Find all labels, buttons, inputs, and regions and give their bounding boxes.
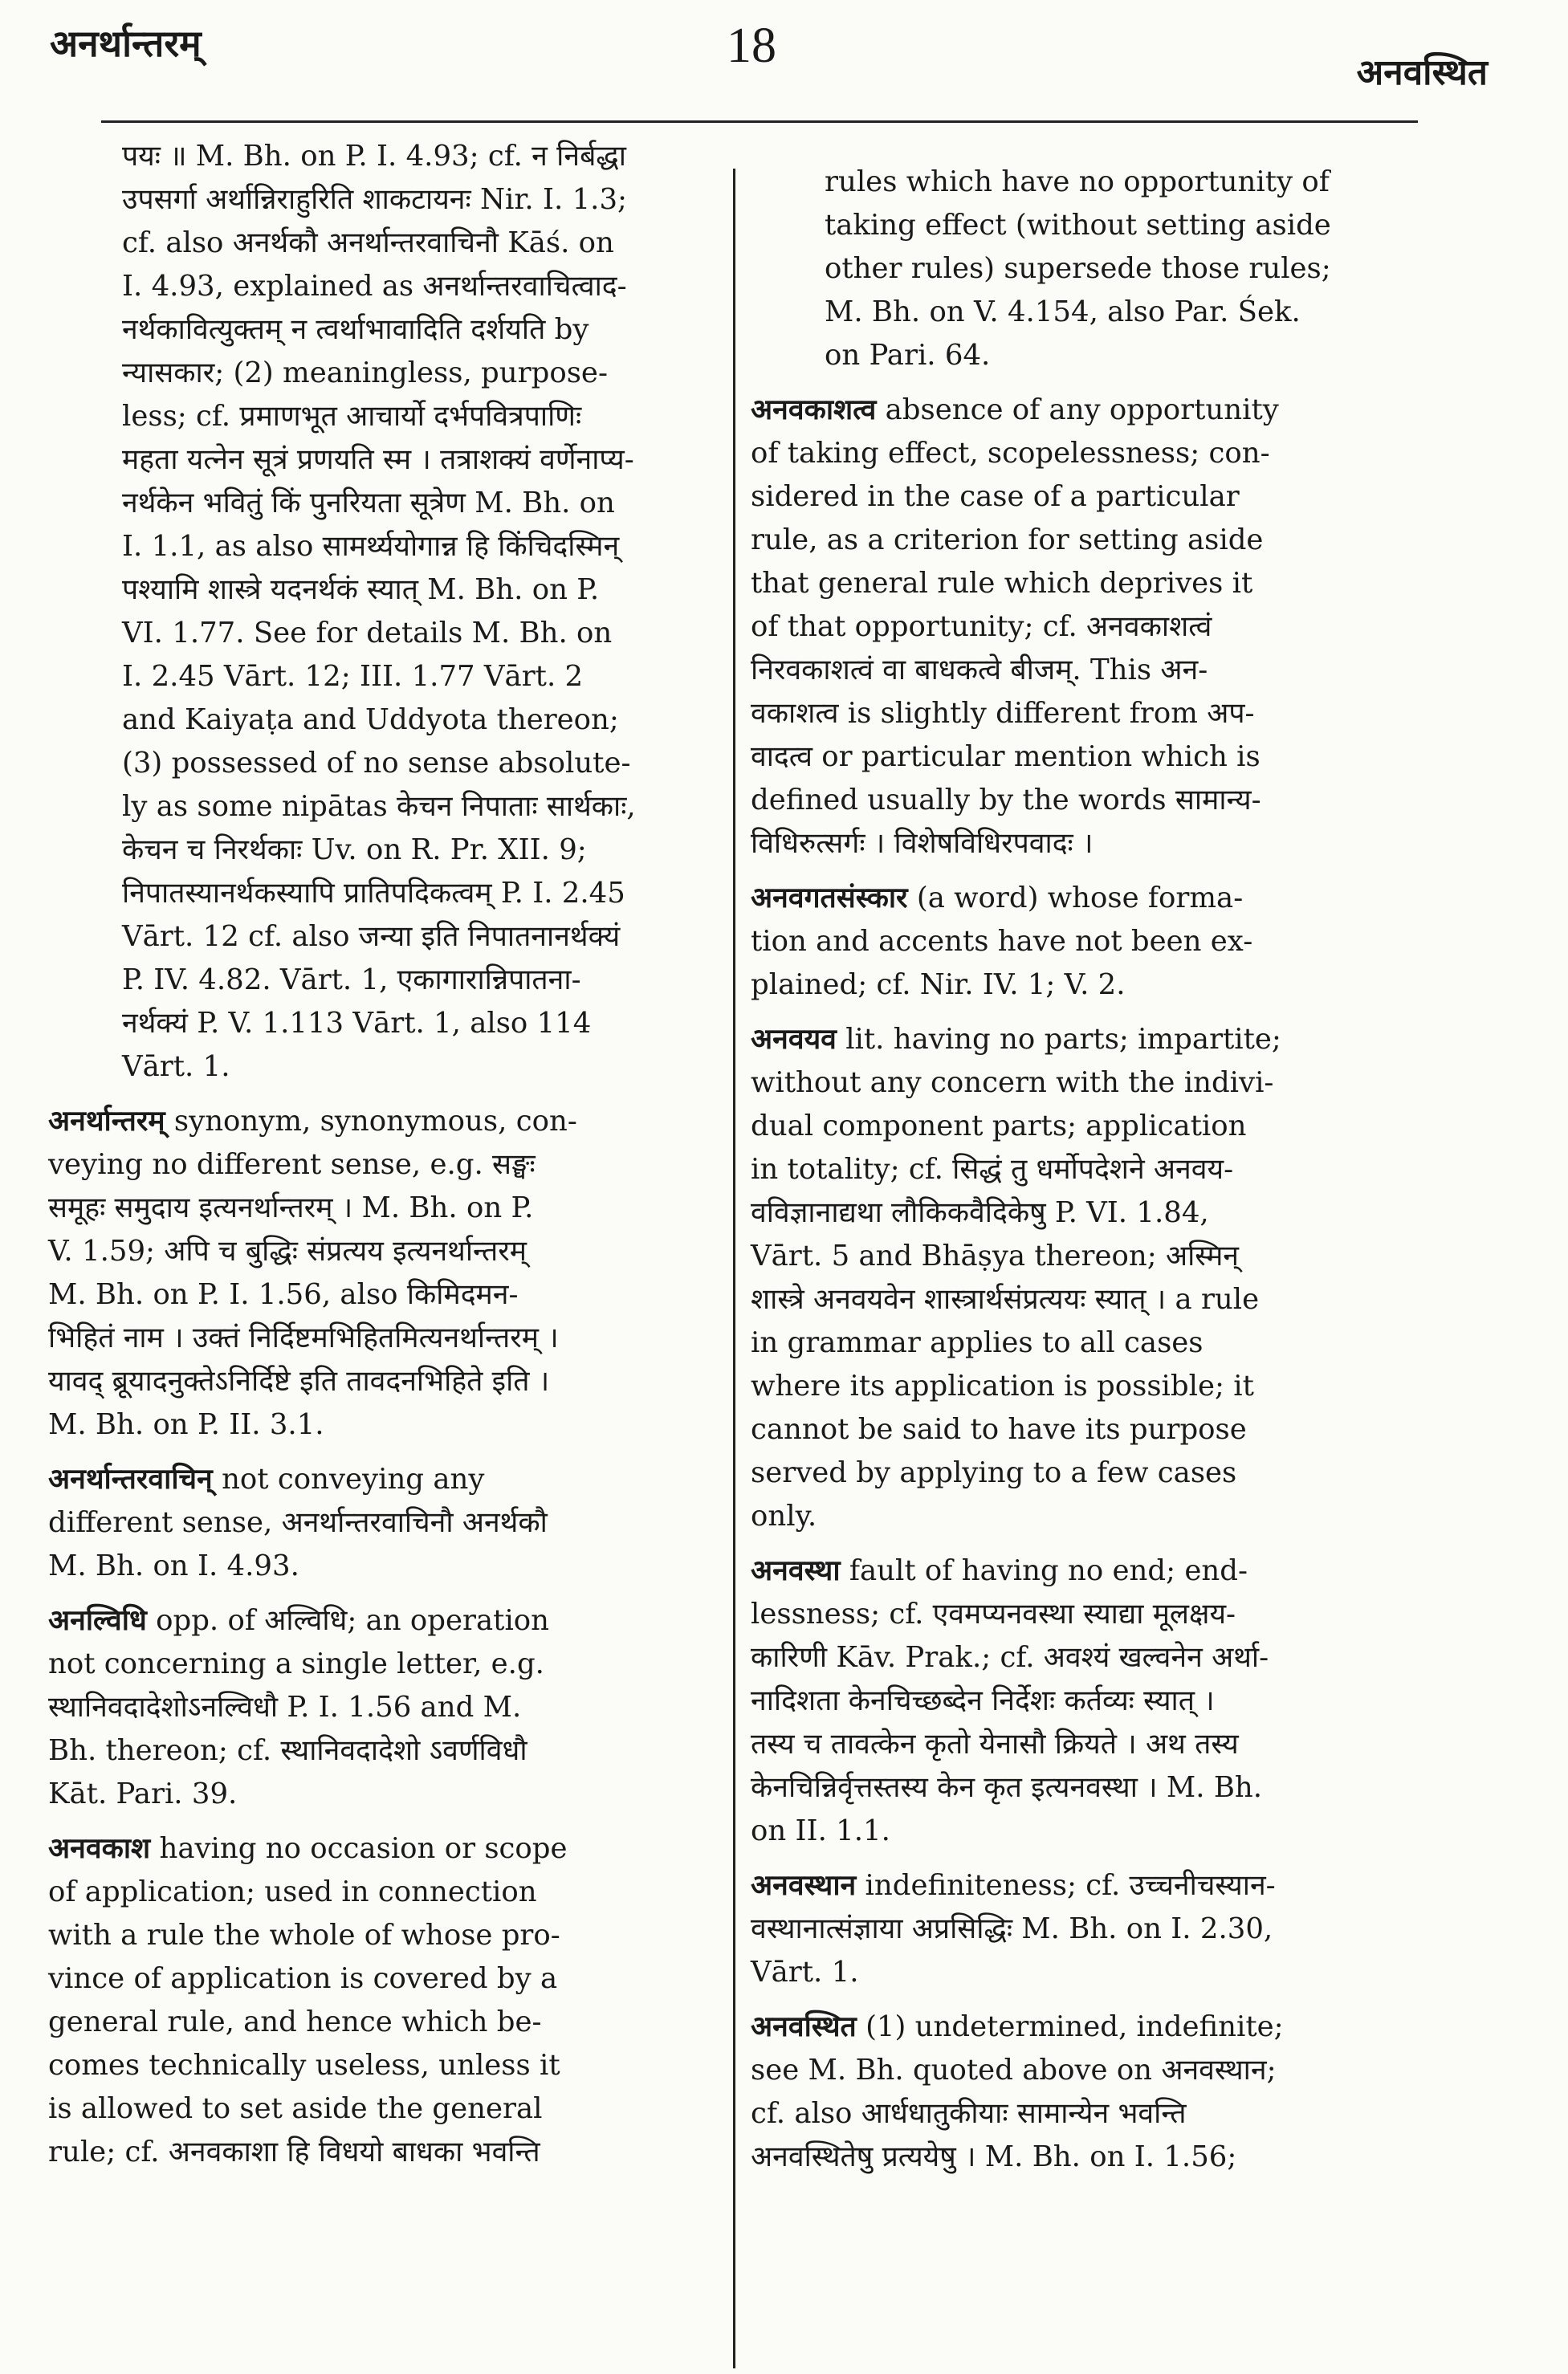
line-text: VI. 1.77. See for details M. Bh. on [122, 617, 613, 649]
line-text: M. Bh. on I. 4.93. [48, 1549, 299, 1582]
headword: अनवकाश [48, 1832, 151, 1865]
line-text: in grammar applies to all cases [751, 1326, 1203, 1359]
entry-line [48, 1545, 707, 1588]
headword: अनवगतसंस्कार [751, 882, 908, 914]
entry-line [122, 612, 707, 655]
headword: अनवस्था [751, 1554, 841, 1587]
entry-line [48, 1957, 707, 2001]
line-text: महता यत्नेन सूत्रं प्रणयति स्म । तत्राशक्यं वर्णेनाप्य- [122, 443, 634, 476]
line-text: नादिशता केनचिच्छब्देन निर्देशः कर्तव्यः स्यात् । [751, 1684, 1215, 1717]
entry-line [751, 1235, 1409, 1278]
entry-line [48, 2087, 707, 2131]
headword: अनवस्थान [751, 1869, 857, 1902]
entry-line [122, 135, 707, 178]
entry-line [751, 2092, 1409, 2136]
entry-line [751, 389, 1409, 432]
line-text: स्थानिवदादेशोऽनल्विधौ P. I. 1.56 and M. [48, 1691, 522, 1724]
entry-line [751, 1365, 1409, 1408]
line-text: of application; used in connection [48, 1875, 537, 1908]
entry-line [825, 291, 1409, 334]
line-text: वादत्व or particular mention which is [751, 740, 1261, 773]
entry-line [122, 785, 707, 829]
line-text: नर्थक्यं P. V. 1.113 Vārt. 1, also 114 [122, 1007, 592, 1040]
dictionary-entry [751, 1549, 1409, 1853]
line-text: and Kaiyaṭa and Uddyota thereon; [122, 703, 619, 736]
entry-line [751, 519, 1409, 562]
line-text: with a rule the whole of whose pro- [48, 1919, 560, 1952]
line-text: absence of any opportunity [885, 393, 1279, 426]
line-text: (a word) whose forma- [916, 882, 1244, 914]
line-text: I. 1.1, as also सामर्थ्ययोगान्न हि किंचिदस्मिन् [122, 530, 620, 563]
line-text: only. [751, 1500, 817, 1533]
entry-line [48, 1143, 707, 1187]
entry-line [751, 432, 1409, 475]
headword: अनल्विधि [48, 1604, 147, 1637]
line-text: पश्यामि शास्त्रे यदनर्थकं स्यात् M. Bh. on P. [122, 573, 600, 606]
entry-line [751, 1105, 1409, 1148]
line-text: निपातस्यानर्थकस्यापि प्रातिपदिकत्वम् P. I. 2.45 [122, 877, 625, 910]
entry-line [751, 2049, 1409, 2092]
line-text: M. Bh. on V. 4.154, also Par. Śek. [825, 295, 1301, 328]
entry-line [48, 2001, 707, 2044]
entry-line [122, 915, 707, 959]
entry-line [751, 2136, 1409, 2179]
line-text: sidered in the case of a particular [751, 480, 1240, 513]
entry-line [751, 1951, 1409, 1994]
entry-line [122, 742, 707, 785]
line-text: served by applying to a few cases [751, 1456, 1237, 1489]
entry-line [122, 525, 707, 568]
dictionary-entry [48, 1827, 707, 2174]
entry-line [122, 178, 707, 222]
headword: अनवकाशत्व [751, 393, 877, 426]
entry-line [751, 475, 1409, 519]
line-text: cannot be said to have its purpose [751, 1413, 1247, 1446]
line-text: अनवस्थितेषु प्रत्ययेषु । M. Bh. on I. 1.56; [751, 2140, 1237, 2173]
line-text: यावद् ब्रूयादनुक्तेऽनिर्दिष्टे इति तावदनभिहिते इति । [48, 1365, 550, 1398]
entry-line [122, 1045, 707, 1089]
line-text: V. 1.59; अपि च बुद्धिः संप्रत्यय इत्यनर्थान्तरम् [48, 1235, 527, 1268]
line-text: is allowed to set aside the general [48, 2092, 543, 2125]
entry-line [751, 735, 1409, 779]
entry-line [751, 692, 1409, 735]
line-text: Vārt. 1. [122, 1050, 230, 1083]
entry-line [122, 395, 707, 438]
entry-line [751, 649, 1409, 692]
entry-line [751, 1864, 1409, 1908]
line-text: opp. of अल्विधि; an operation [156, 1604, 550, 1637]
entry-line [122, 1002, 707, 1045]
line-text: in totality; cf. सिद्धं तु धर्मोपदेशने अनवय- [751, 1153, 1234, 1186]
entry-line [751, 1018, 1409, 1061]
line-text: on II. 1.1. [751, 1814, 890, 1847]
entry-line [751, 1408, 1409, 1452]
right-column [751, 161, 1409, 2190]
line-text: rule; cf. अनवकाशा हि विधयो बाधका भवन्ति [48, 2136, 540, 2168]
entry-line [48, 1827, 707, 1871]
line-text: निरवकाशत्वं वा बाधकत्वे बीजम्. This अन- [751, 654, 1208, 686]
entry-line [751, 1723, 1409, 1766]
entry-line [751, 1636, 1409, 1680]
line-text: plained; cf. Nir. IV. 1; V. 2. [751, 968, 1126, 1001]
entry-line [48, 1403, 707, 1447]
left-column [48, 135, 707, 2185]
entry-line [751, 822, 1409, 865]
line-text: I. 2.45 Vārt. 12; III. 1.77 Vārt. 2 [122, 660, 584, 693]
line-text: केचन च निरर्थकाः Uv. on R. Pr. XII. 9; [122, 833, 587, 866]
entry-line [751, 1148, 1409, 1191]
entry-line [48, 1729, 707, 1773]
line-text: lessness; cf. एवमप्यनवस्था स्याद्या मूलक्षय- [751, 1598, 1236, 1631]
line-text: Kāt. Pari. 39. [48, 1777, 238, 1810]
page-number: 18 [727, 18, 776, 73]
line-text: भिहितं नाम । उक्तं निर्दिष्टमभिहितमित्यनर्थान्तरम् । [48, 1321, 559, 1354]
line-text: P. IV. 4.82. Vārt. 1, एकागारान्निपातना- [122, 963, 581, 996]
entry-line [48, 1100, 707, 1143]
running-head-right: अनवस्थित [1356, 52, 1488, 93]
entry-line [48, 1273, 707, 1317]
dictionary-entry [751, 1864, 1409, 1994]
line-text: उपसर्गा अर्थान्निराहुरिति शाकटायनः Nir. I. 1.3; [122, 183, 628, 216]
line-text: Vārt. 5 and Bhāṣya thereon; अस्मिन् [751, 1240, 1240, 1273]
entry-line [751, 1061, 1409, 1105]
entry-line [825, 161, 1409, 204]
line-text: (1) undetermined, indefinite; [865, 2010, 1284, 2043]
line-text: (3) possessed of no sense absolute- [122, 747, 631, 780]
headword: अनवयव [751, 1023, 837, 1056]
line-text: fault of having no end; end- [849, 1554, 1248, 1587]
entry-line [122, 655, 707, 698]
line-text: समूहः समुदाय इत्यनर्थान्तरम् । M. Bh. on P. [48, 1191, 534, 1224]
entry-line [825, 334, 1409, 377]
entry-line [48, 1643, 707, 1686]
line-text: rules which have no opportunity of [825, 165, 1330, 198]
entry-line [122, 698, 707, 742]
line-text: नर्थकावित्युक्तम् न त्वर्थाभावादिति दर्शयति by [122, 313, 589, 346]
entry-continuation [48, 135, 707, 1089]
entry-line [122, 222, 707, 265]
entry-line [751, 562, 1409, 605]
entry-continuation [751, 161, 1409, 377]
line-text: Vārt. 12 cf. also जन्या इति निपातनानर्थक्यं [122, 920, 621, 953]
headword: अनवस्थित [751, 2010, 857, 2043]
headword: अनर्थान्तरम् [48, 1105, 165, 1138]
line-text: पयः ॥ M. Bh. on P. I. 4.93; cf. न निर्बद्धा [122, 140, 626, 173]
entry-line [122, 829, 707, 872]
entry-line [751, 1495, 1409, 1538]
dictionary-entry [751, 389, 1409, 865]
line-text: न्यासकार; (2) meaningless, purpose- [122, 356, 608, 389]
line-text: not concerning a single letter, e.g. [48, 1647, 544, 1680]
line-text: of taking effect, scopelessness; con- [751, 437, 1270, 470]
entry-line [48, 2131, 707, 2174]
line-text: नर्थकेन भवितुं किं पुनरियता सूत्रेण M. Bh. on [122, 487, 615, 519]
entry-line [825, 204, 1409, 247]
line-text: केनचिन्निर्वृत्तस्तस्य केन कृत इत्यनवस्था । M. Bh. [751, 1771, 1263, 1804]
line-text: ly as some nipātas केचन निपाताः सार्थकाः, [122, 790, 636, 823]
line-text: I. 4.93, explained as अनर्थान्तरवाचित्वाद- [122, 270, 627, 303]
entry-line [751, 920, 1409, 963]
dictionary-entry [751, 877, 1409, 1007]
line-text: that general rule which deprives it [751, 567, 1253, 600]
line-text: not conveying any [222, 1463, 485, 1496]
entry-line [825, 247, 1409, 291]
entry-line [48, 1360, 707, 1403]
line-text: dual component parts; application [751, 1110, 1247, 1142]
line-text: वकाशत्व is slightly different from अप- [751, 697, 1255, 730]
entry-line [48, 1187, 707, 1230]
line-text: M. Bh. on P. I. 1.56, also किमिदमन- [48, 1278, 519, 1311]
line-text: without any concern with the indivi- [751, 1066, 1274, 1099]
entry-line [751, 1549, 1409, 1593]
entry-line [122, 959, 707, 1002]
line-text: Vārt. 1. [751, 1956, 859, 1989]
line-text: वविज्ञानाद्यथा लौकिकवैदिकेषु P. VI. 1.84, [751, 1196, 1209, 1229]
entry-line [48, 1914, 707, 1957]
line-text: rule, as a criterion for setting aside [751, 523, 1264, 556]
line-text: general rule, and hence which be- [48, 2005, 542, 2038]
line-text: शास्त्रे अनवयवेन शास्त्रार्थसंप्रत्ययः स्यात् । a rule [751, 1283, 1260, 1316]
line-text: on Pari. 64. [825, 339, 991, 372]
entry-line [48, 1501, 707, 1545]
entry-line [751, 1191, 1409, 1235]
dictionary-entry [751, 2005, 1409, 2179]
entry-line [48, 1599, 707, 1643]
line-text: comes technically useless, unless it [48, 2049, 560, 2082]
line-text: विधिरुत्सर्गः । विशेषविधिरपवादः । [751, 827, 1094, 860]
entry-line [751, 963, 1409, 1007]
column-divider [733, 169, 735, 2368]
line-text: तस्य च तावत्केन कृतो येनासौ क्रियते । अथ तस्य [751, 1728, 1239, 1761]
entry-line [751, 1680, 1409, 1723]
entry-line [48, 1458, 707, 1501]
entry-line [122, 265, 707, 308]
line-text: having no occasion or scope [159, 1832, 568, 1865]
entry-line [751, 1593, 1409, 1636]
entry-line [48, 1230, 707, 1273]
dictionary-entry [48, 1458, 707, 1588]
entry-line [122, 482, 707, 525]
entry-line [48, 1773, 707, 1816]
headword: अनर्थान्तरवाचिन् [48, 1463, 213, 1496]
entry-line [751, 779, 1409, 822]
entry-line [751, 1278, 1409, 1321]
line-text: of that opportunity; cf. अनवकाशत्वं [751, 610, 1212, 643]
entry-line [48, 2044, 707, 2087]
line-text: less; cf. प्रमाणभूत आचार्यो दर्भपवित्रपाणिः [122, 400, 582, 433]
entry-line [122, 352, 707, 395]
line-text: see M. Bh. quoted above on अनवस्थान; [751, 2054, 1277, 2087]
dictionary-entry [48, 1100, 707, 1447]
line-text: कारिणी Kāv. Prak.; cf. अवश्यं खल्वनेन अर्था- [751, 1641, 1269, 1674]
entry-line [751, 1810, 1409, 1853]
header-rule [101, 120, 1418, 123]
line-text: other rules) supersede those rules; [825, 252, 1331, 285]
dictionary-entry [751, 1018, 1409, 1538]
entry-line [751, 2005, 1409, 2049]
running-head-left: अनर्थान्तरम् [50, 22, 202, 65]
entry-line [122, 438, 707, 482]
line-text: tion and accents have not been ex- [751, 925, 1253, 958]
line-text: synonym, synonymous, con- [173, 1105, 577, 1138]
entry-line [751, 1908, 1409, 1951]
entry-line [751, 605, 1409, 649]
dictionary-entry [48, 1599, 707, 1816]
line-text: वस्थानात्संज्ञाया अप्रसिद्धिः M. Bh. on I. 2.30, [751, 1912, 1273, 1945]
line-text: vince of application is covered by a [48, 1962, 558, 1995]
entry-line [751, 1766, 1409, 1810]
entry-line [48, 1871, 707, 1914]
line-text: cf. also अनर्थकौ अनर्थान्तरवाचिनौ Kāś. on [122, 226, 614, 259]
line-text: different sense, अनर्थान्तरवाचिनौ अनर्थकौ [48, 1506, 548, 1539]
line-text: M. Bh. on P. II. 3.1. [48, 1408, 324, 1441]
line-text: defined usually by the words सामान्य- [751, 784, 1261, 816]
line-text: cf. also आर्धधातुकीयाः सामान्येन भवन्ति [751, 2097, 1187, 2130]
entry-line [751, 1321, 1409, 1365]
entry-line [751, 1452, 1409, 1495]
entry-line [122, 308, 707, 352]
line-text: lit. having no parts; impartite; [845, 1023, 1281, 1056]
line-text: veying no different sense, e.g. सङ्घः [48, 1148, 536, 1181]
entry-line [48, 1686, 707, 1729]
line-text: indefiniteness; cf. उच्चनीचस्यान- [865, 1869, 1276, 1902]
line-text: taking effect (without setting aside [825, 209, 1331, 242]
entry-line [48, 1317, 707, 1360]
entry-line [122, 568, 707, 612]
entry-line [751, 877, 1409, 920]
line-text: Bh. thereon; cf. स्थानिवदादेशो ऽवर्णविधौ [48, 1734, 527, 1767]
entry-line [122, 872, 707, 915]
line-text: where its application is possible; it [751, 1370, 1254, 1403]
